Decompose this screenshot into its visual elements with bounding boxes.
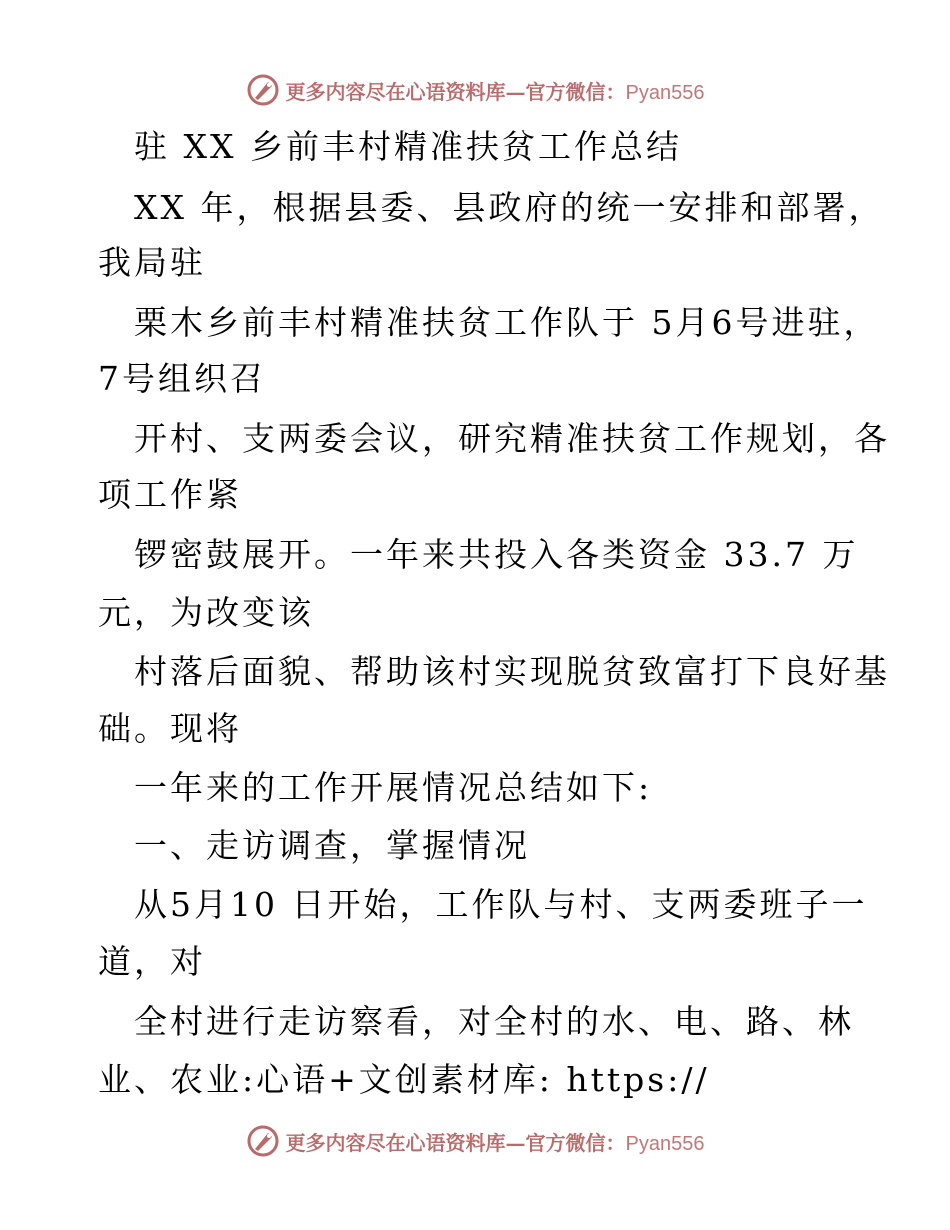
document-title: 驻 XX 乡前丰村精准扶贫工作总结 bbox=[134, 127, 682, 166]
watermark-wechat-id: Pyan556 bbox=[625, 1132, 705, 1155]
paragraph-line: 村落后面貌、帮助该村实现脱贫致富打下良好基 bbox=[134, 652, 890, 691]
paragraph-line: 从5月10 日开始，工作队与村、支两委班子一 bbox=[134, 885, 868, 924]
paragraph-line: 元，为改变该 bbox=[98, 593, 314, 632]
paragraph-line: 一年来的工作开展情况总结如下: bbox=[134, 768, 653, 807]
paragraph-line: 开村、支两委会议，研究精准扶贫工作规划，各 bbox=[134, 419, 890, 458]
watermark-text-cn: 更多内容尽在心语资料库—官方微信： bbox=[285, 79, 626, 104]
watermark-wechat-id: Pyan556 bbox=[625, 81, 705, 104]
paragraph-line: 项工作紧 bbox=[98, 475, 242, 514]
paragraph-line: 栗木乡前丰村精准扶贫工作队于 5月6号进驻， bbox=[134, 303, 880, 342]
paragraph-line: 全村进行走访察看，对全村的水、电、路、林 bbox=[134, 1002, 854, 1041]
paragraph-line: XX 年，根据县委、县政府的统一安排和部署， bbox=[134, 188, 885, 227]
paragraph-line: 锣密鼓展开。一年来共投入各类资金 33.7 万 bbox=[134, 535, 859, 574]
footer-watermark bbox=[0, 1121, 950, 1161]
header-watermark bbox=[0, 70, 950, 110]
section-heading: 一、走访调查，掌握情况 bbox=[134, 826, 530, 865]
watermark-text bbox=[286, 1127, 705, 1156]
paragraph-line: 础。现将 bbox=[98, 709, 242, 748]
paragraph-line: 我局驻 bbox=[98, 243, 206, 282]
pen-nib-circle-icon bbox=[246, 73, 280, 107]
paragraph-line: 7号组织召 bbox=[98, 359, 266, 398]
watermark-text-cn: 更多内容尽在心语资料库—官方微信： bbox=[285, 1130, 626, 1155]
paragraph-line: 业、农业:心语+文创素材库: https:// bbox=[98, 1060, 710, 1099]
paragraph-line: 道，对 bbox=[98, 942, 206, 981]
pen-nib-circle-icon bbox=[246, 1124, 280, 1158]
watermark-text bbox=[286, 76, 705, 105]
